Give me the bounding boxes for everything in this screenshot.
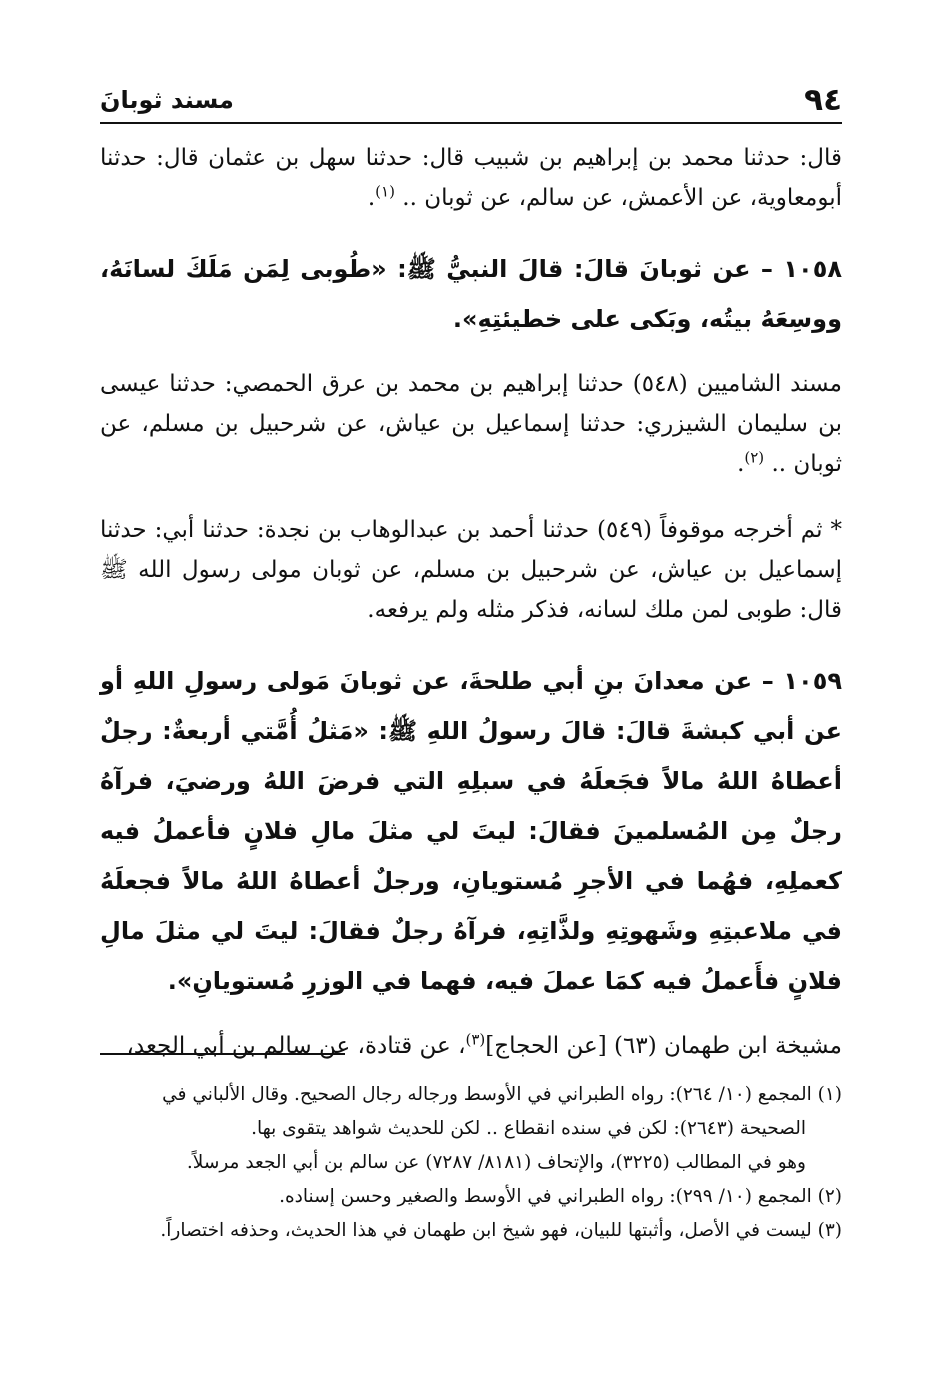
- running-title: مسند ثوبانَ: [100, 86, 234, 114]
- footnote-ref-1: (١): [375, 182, 395, 201]
- running-header: [100, 78, 842, 124]
- footnote-ref-3: (٣): [465, 1030, 486, 1049]
- source-text-2a: مشيخة ابن طهمان (٦٣) [عن الحجاج]: [485, 1033, 842, 1059]
- source-text-2b: ، عن قتادة، عن سالم بن أبي الجعد،: [126, 1033, 466, 1059]
- hadith-1059: ١٠٥٩ – عن معدانَ بنِ أبي طلحةَ، عن ثوبانَ مَولى رسولِ اللهِ أو عن أبي كبشةَ قالَ: قالَ رسولُ اللهِ ﷺ: «مَثلُ أُمَّتي أربعةٌ: رجلٌ أعطاهُ اللهُ مالاً فجَعلَهُ في سبلِهِ التي فرضَ اللهُ ورضيَ، فرآهُ رجلٌ مِن المُسلمينَ فقالَ: ليتَ لي مثلَ مالِ فلانٍ فأعملُ فيه كعملِهِ، فهُما في الأجرِ مُستويانِ، ورجلٌ أعطاهُ اللهُ مالاً فجعلَهُ في ملاعبتِهِ وشَهوتِهِ ولذَّاتِهِ، فرآهُ رجلٌ فقالَ: ليتَ لي مثلَ مالِ فلانٍ فأَعملُ فيه كمَا عملَ فيه، فهما في الوزرِ مُستويانِ».: [100, 667, 842, 995]
- footnote-3: (٣) ليست في الأصل، وأثبتها للبيان، فهو شيخ ابن طهمان في هذا الحديث، وحذفه اختصاراً.: [160, 1220, 842, 1241]
- isnad-paragraph: قال: حدثنا محمد بن إبراهيم بن شبيب قال: حدثنا سهل بن عثمان قال: حدثنا أبومعاوية، عن الأعمش، عن سالم، عن ثوبان .. $^{(١)}$.: [100, 145, 842, 211]
- footnote-1-continued-2: وهو في المطالب (٣٢٢٥)، والإتحاف (٨١٨١/ ٧٢٨٧) عن سالم بن أبي الجعد مرسلاً.: [186, 1152, 806, 1173]
- main-text: [100, 138, 842, 1094]
- mawquf-paragraph: * ثم أخرجه موقوفاً (٥٤٩) حدثنا أحمد بن عبدالوهاب بن نجدة: حدثنا أبي: حدثنا إسماعيل بن عياش، عن شرحبيل بن مسلم، عن ثوبان مولى رسول الله ﷺ قال: طوبى لمن ملك لسانه، فذكر مثله ولم يرفعه.: [100, 517, 842, 623]
- page-number: ٩٤: [804, 82, 842, 118]
- hadith-1058: ١٠٥٨ – عن ثوبانَ قالَ: قالَ النبيُّ ﷺ: «طُوبى لِمَن مَلَكَ لسانَهُ، ووسِعَهُ بيتُه، وبَكى على خطيئتِهِ».: [100, 255, 842, 333]
- source-paragraph-2: [100, 1026, 842, 1066]
- footnote-1: (١) المجمع (١٠/ ٢٦٤): رواه الطبراني في الأوسط ورجاله رجال الصحيح. وقال الألباني في: [162, 1084, 842, 1105]
- source-text: مسند الشاميين (٥٤٨) حدثنا إبراهيم بن محمد بن عرق الحمصي: حدثنا عيسى بن سليمان الشيزري: حدثنا إسماعيل بن عياش، عن شرحبيل بن مسلم، عن ثوبان ..: [100, 371, 842, 477]
- footnote-2: (٢) المجمع (١٠/ ٢٩٩): رواه الطبراني في الأوسط والصغير وحسن إسناده.: [279, 1186, 842, 1207]
- footnote-separator: [100, 1053, 345, 1055]
- footnote-ref-2: (٢): [744, 448, 765, 467]
- footnote-1-continued: الصحيحة (٢٦٤٣): لكن في سنده انقطاع .. لكن للحديث شواهد يتقوى بها.: [251, 1118, 806, 1139]
- isnad-text: قال: حدثنا محمد بن إبراهيم بن شبيب قال: حدثنا سهل بن عثمان قال: حدثنا أبومعاوية، عن الأعمش، عن سالم، عن ثوبان ..: [100, 145, 842, 211]
- footnotes: [100, 1078, 842, 1248]
- source-paragraph: مسند الشاميين (٥٤٨) حدثنا إبراهيم بن محمد بن عرق الحمصي: حدثنا عيسى بن سليمان الشيزري: حدثنا إسماعيل بن عياش، عن شرحبيل بن مسلم، عن ثوبان .. $^{(٢)}$.: [100, 371, 842, 477]
